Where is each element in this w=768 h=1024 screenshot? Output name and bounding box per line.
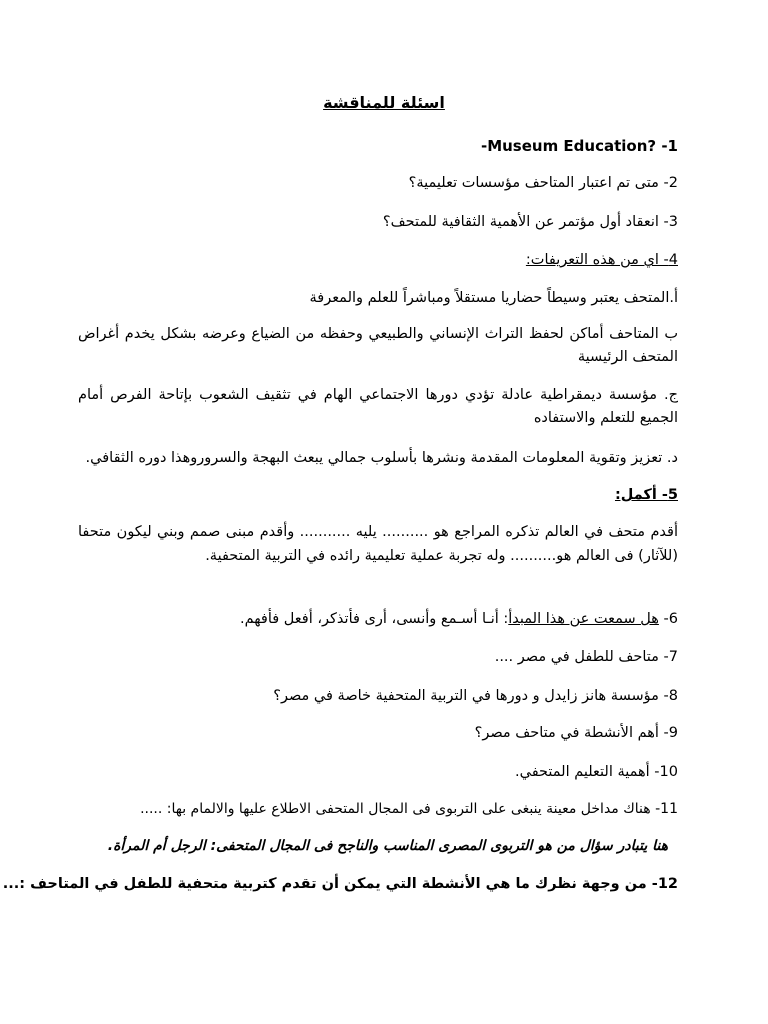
question-4-option-d: د. تعزيز وتقوية المعلومات المقدمة ونشرها بأسلوب جمالي يبعث البهجة والسروروهذا دوره الثقافي. <box>85 450 678 466</box>
question-8: 8- مؤسسة هانز زايدل و دورها في التربية المتحفية خاصة في مصر؟ <box>273 688 678 704</box>
question-9: 9- أهم الأنشطة في متاحف مصر؟ <box>474 725 678 741</box>
question-12: 12- من وجهة نظرك ما هي الأنشطة التي يمكن أن تقدم كتربية متحفية للطفل في المتاحف :... <box>2 876 678 892</box>
question-5-heading: 5- أكمل: <box>614 487 678 503</box>
question-6 <box>240 608 678 630</box>
question-5-text: أقدم متحف في العالم تذكره المراجع هو .......... يليه ........... وأقدم مبنى صمم وبني ليكون متحفا (للآثار) فى العالم هو.......... وله تجربة عملية تعليمية رائده في التربية المتحفية. <box>78 524 678 564</box>
question-4-heading: 4- اي من هذه التعريفات: <box>525 252 678 268</box>
question-10: 10- أهمية التعليم المتحفي. <box>515 764 678 780</box>
question-4-option-b: ب المتاحف أماكن لحفظ التراث الإنساني والطبيعي وحفظه من الضياع وعرضه بشكل يخدم أغراض المتحف الرئيسية <box>78 326 678 365</box>
question-3: 3- انعقاد أول مؤتمر عن الأهمية الثقافية للمتحف؟ <box>382 214 678 230</box>
question-6-number: 6- <box>658 611 678 627</box>
question-4-option-c: ج. مؤسسة ديمقراطية عادلة تؤدي دورها الاجتماعي الهام في تثقيف الشعوب بإتاحة الفرص أمام الجميع للتعلم والاستفاده <box>78 387 678 426</box>
question-11-note: هنا يتبادر سؤال من هو التربوى المصرى المناسب والناجح فى المجال المتحفى: الرجل أم المرأة. <box>107 838 668 854</box>
question-6-principle: : أنـا أسـمع وأنسى، أرى فأتذكر، أفعل فأفهم. <box>239 611 509 627</box>
page-title: اسئلة للمناقشة <box>323 93 445 112</box>
question-4-option-a: أ.المتحف يعتبر وسيطاً حضاريا مستقلاً ومباشراً للعلم والمعرفة <box>309 290 678 306</box>
question-7: 7- متاحف للطفل في مصر .... <box>494 649 678 665</box>
question-2: 2- متى تم اعتبار المتاحف مؤسسات تعليمية؟ <box>408 175 678 191</box>
question-6-principle-label: هل سمعت عن هذا المبدأ <box>508 611 659 627</box>
question-1 <box>481 135 678 157</box>
question-1-text: -Museum Education? -1 <box>480 137 678 155</box>
question-11: 11- هناك مداخل معينة ينبغى على التربوى فى المجال المتحفى الاطلاع عليها والالمام بها: ..... <box>140 801 678 817</box>
